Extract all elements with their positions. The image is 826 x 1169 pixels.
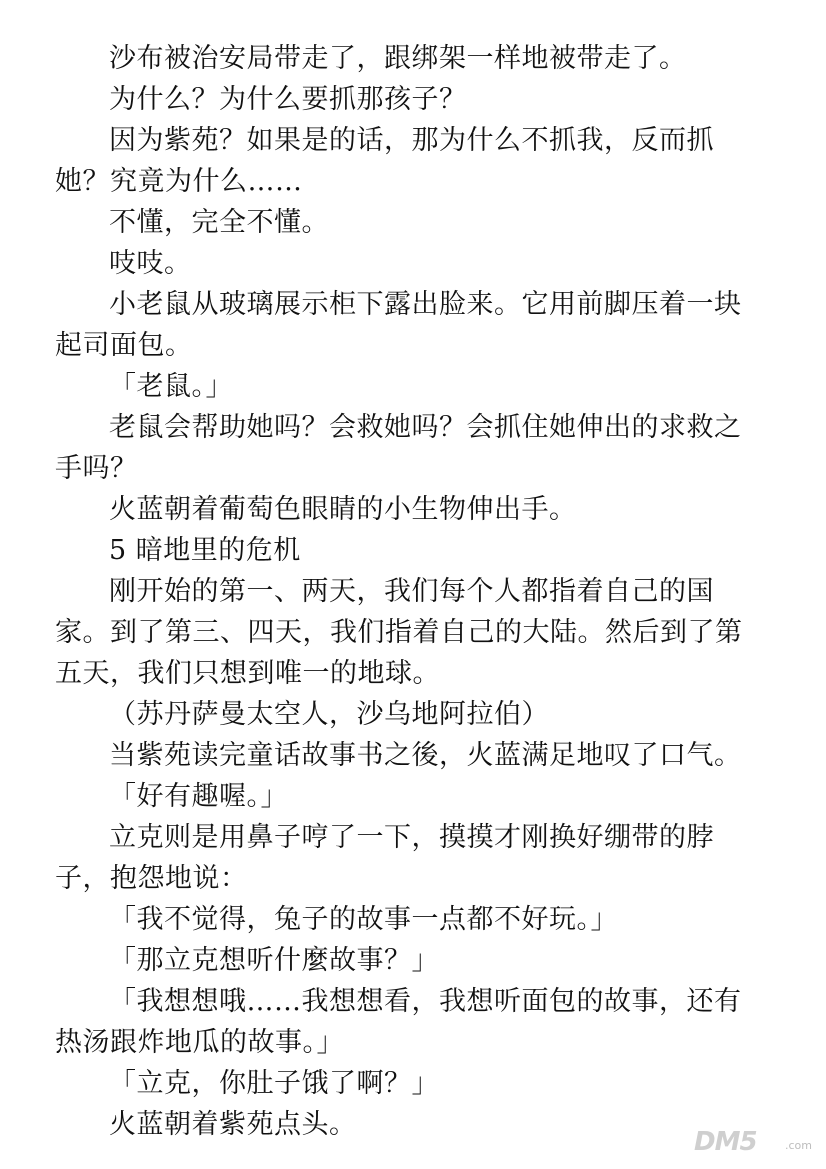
paragraph: 为什么？为什么要抓那孩子？ — [109, 84, 467, 115]
chapter-heading: 5 暗地里的危机 — [109, 535, 301, 566]
paragraph: 火蓝朝着葡萄色眼睛的小生物伸出手。 — [109, 494, 577, 525]
paragraph: 「我想想哦……我想想看，我想听面包的故事，还有热汤跟炸地瓜的故事。」 — [55, 986, 742, 1058]
site-watermark-logo — [694, 1121, 814, 1161]
paragraph: 火蓝朝着紫苑点头。 — [109, 1109, 357, 1140]
paragraph: 立克则是用鼻子哼了一下，摸摸才刚换好绷带的脖子，抱怨地说： — [55, 822, 714, 894]
paragraph: 刚开始的第一、两天，我们每个人都指着自己的国家。到了第三、四天，我们指着自己的大陆。然后到了第五天，我们只想到唯一的地球。 — [55, 576, 743, 689]
book-page-text — [55, 38, 755, 1145]
paragraph: 「那立克想听什麼故事？」 — [109, 945, 439, 976]
paragraph: 沙布被治安局带走了，跟绑架一样地被带走了。 — [109, 43, 687, 74]
paragraph: 「好有趣喔。」 — [109, 781, 288, 812]
paragraph: 老鼠会帮助她吗？会救她吗？会抓住她伸出的求救之手吗？ — [55, 412, 742, 484]
paragraph: （苏丹萨曼太空人，沙乌地阿拉伯） — [109, 699, 549, 730]
paragraph: 「我不觉得，兔子的故事一点都不好玩。」 — [109, 904, 618, 935]
paragraph: 「立克，你肚子饿了啊？」 — [109, 1068, 439, 1099]
watermark-suffix: .com — [785, 1139, 812, 1152]
paragraph: 「老鼠。」 — [109, 371, 233, 402]
paragraph: 不懂，完全不懂。 — [109, 207, 329, 238]
paragraph: 小老鼠从玻璃展示柜下露出脸来。它用前脚压着一块起司面包。 — [55, 289, 742, 361]
paragraph: 因为紫苑？如果是的话，那为什么不抓我，反而抓她？究竟为什么…… — [55, 125, 714, 197]
paragraph: 当紫苑读完童话故事书之後，火蓝满足地叹了口气。 — [109, 740, 742, 771]
watermark-logo-text: DM5 — [694, 1127, 757, 1157]
paragraph: 吱吱。 — [109, 248, 192, 279]
